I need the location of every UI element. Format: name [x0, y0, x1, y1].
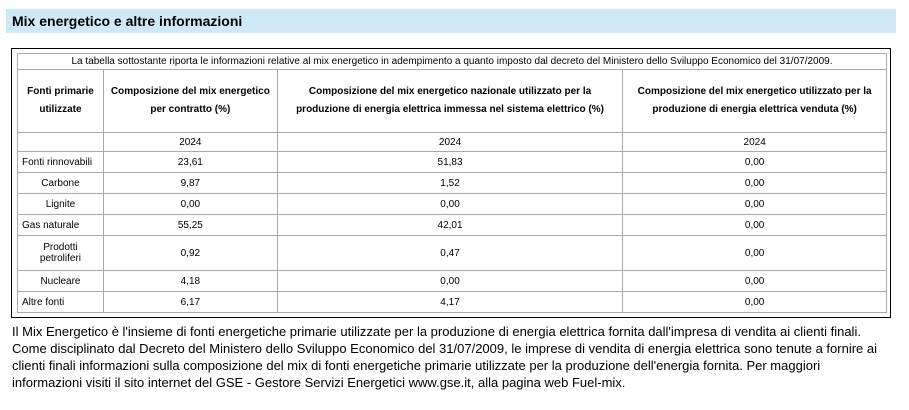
header-national-mix: Composizione del mix energetico nazionale utilizzato per la produzione di energia elettrica immessa nel sistema elettrico (%): [277, 70, 623, 133]
sold-cell: 0,00: [623, 271, 887, 292]
source-cell: Prodotti petroliferi: [18, 236, 104, 271]
contract-cell: 0,92: [103, 236, 277, 271]
sold-cell: 0,00: [623, 215, 887, 236]
year-cell: 2024: [277, 133, 623, 152]
footer-text: Il Mix Energetico è l'insieme di fonti energetiche primarie utilizzate per la produzione di energia elettrica fornita dall'impresa di vendita ai clienti finali. Come disciplinato dal Decreto del Ministero dello Sviluppo Economico del 31/07/2009, le imprese di vendita di energia elettrica sono tenute a fornire ai clienti finali informazioni sulla composizione del mix di fonti energetiche primarie utilizzate per la produzione dell'energia fornita. Per maggiori informazioni visiti il sito internet del GSE - Gestore Servizi Energetici www.gse.it, alla pagina web Fuel-mix.: [12, 324, 877, 390]
table-row: [18, 271, 887, 292]
header-contract-mix: Composizione del mix energetico per contratto (%): [103, 70, 277, 133]
source-cell: Carbone: [18, 173, 104, 194]
header-sold-mix: Composizione del mix energetico utilizzato per la produzione di energia elettrica venduta (%): [623, 70, 887, 133]
table-intro: La tabella sottostante riporta le informazioni relative al mix energetico in adempimento a quanto imposto dal decreto del Ministero dello Sviluppo Economico del 31/07/2009.: [18, 54, 887, 70]
table-row: [18, 236, 887, 271]
contract-cell: 23,61: [103, 152, 277, 173]
source-cell: Altre fonti: [18, 292, 104, 313]
section-title: Mix energetico e altre informazioni: [6, 9, 896, 33]
table-row: [18, 292, 887, 313]
table-row: [18, 173, 887, 194]
national-cell: 0,47: [277, 236, 623, 271]
table-row: [18, 194, 887, 215]
contract-cell: 55,25: [103, 215, 277, 236]
sold-cell: 0,00: [623, 173, 887, 194]
source-cell: Nucleare: [18, 271, 104, 292]
energy-mix-table: [17, 53, 887, 313]
year-cell: 2024: [623, 133, 887, 152]
national-cell: 0,00: [277, 194, 623, 215]
mix-table-container: [11, 48, 891, 318]
year-cell-empty: [18, 133, 104, 152]
table-row: [18, 215, 887, 236]
year-row: [18, 133, 887, 152]
year-cell: 2024: [103, 133, 277, 152]
sold-cell: 0,00: [623, 152, 887, 173]
contract-cell: 4,18: [103, 271, 277, 292]
contract-cell: 0,00: [103, 194, 277, 215]
contract-cell: 9,87: [103, 173, 277, 194]
national-cell: 0,00: [277, 271, 623, 292]
source-cell: Gas naturale: [18, 215, 104, 236]
sold-cell: 0,00: [623, 292, 887, 313]
source-cell: Lignite: [18, 194, 104, 215]
national-cell: 4,17: [277, 292, 623, 313]
header-sources: Fonti primarie utilizzate: [18, 70, 104, 133]
national-cell: 42,01: [277, 215, 623, 236]
contract-cell: 6,17: [103, 292, 277, 313]
sold-cell: 0,00: [623, 236, 887, 271]
table-row: [18, 152, 887, 173]
national-cell: 51,83: [277, 152, 623, 173]
sold-cell: 0,00: [623, 194, 887, 215]
national-cell: 1,52: [277, 173, 623, 194]
source-cell: Fonti rinnovabili: [18, 152, 104, 173]
